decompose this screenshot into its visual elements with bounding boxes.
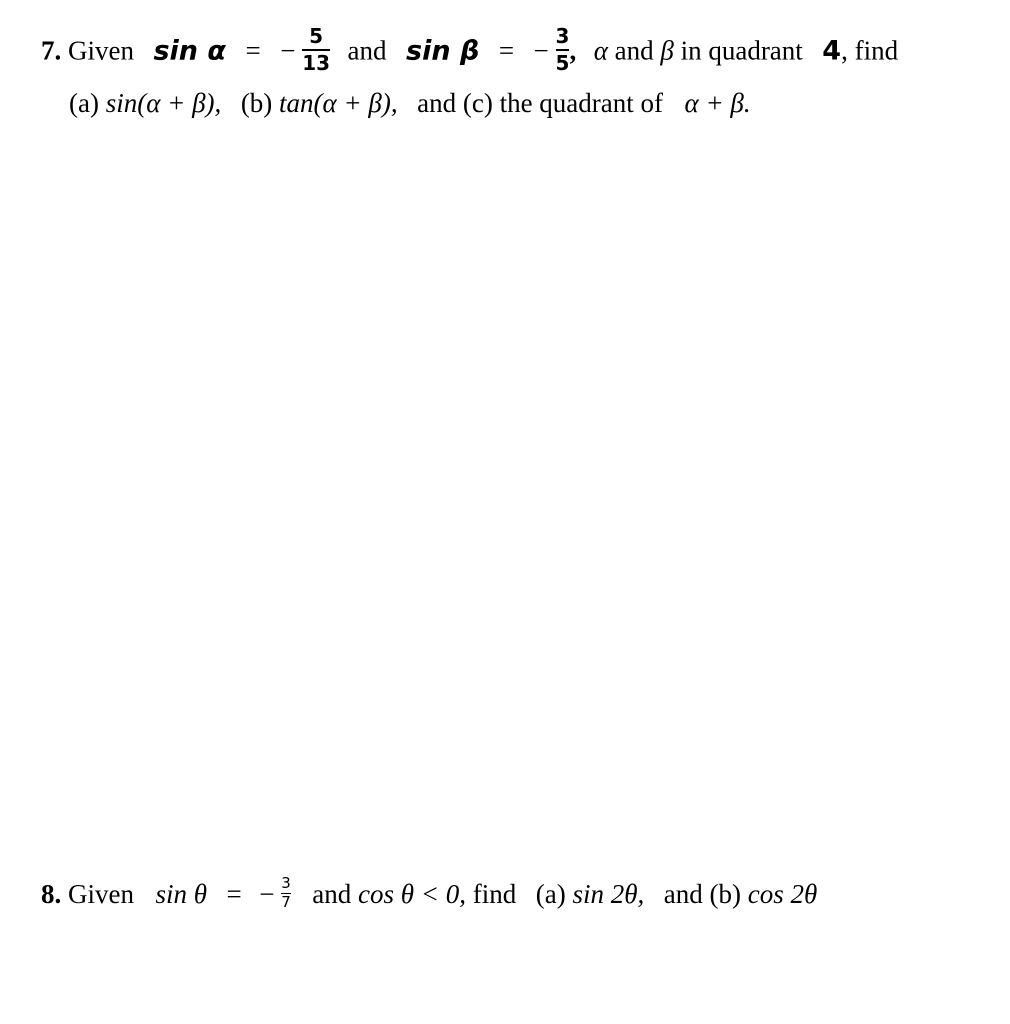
problem-7-line-1	[41, 24, 899, 77]
alpha-fraction	[302, 26, 330, 73]
problem-8-given: Given	[68, 879, 134, 910]
and-text: and	[312, 879, 352, 910]
and-text: and	[347, 35, 387, 66]
sin-alpha-label: sin α	[153, 35, 226, 67]
beta-numerator: 3	[555, 24, 570, 48]
find-text: , find	[841, 35, 899, 66]
part-c-expression: α + β.	[684, 88, 751, 118]
alpha-symbol: α	[593, 35, 608, 66]
in-quadrant-text: in quadrant	[680, 35, 803, 66]
problem-8	[41, 866, 981, 926]
part-b-expression: tan(α + β),	[279, 88, 398, 118]
quadrant-number: 4	[822, 35, 842, 67]
minus-sign: −	[280, 35, 296, 66]
theta-numerator: 3	[281, 874, 291, 892]
comma: ,	[569, 35, 577, 66]
sin-beta-label: sin β	[406, 35, 480, 67]
theta-fraction	[281, 876, 291, 910]
beta-denominator: 5	[555, 51, 570, 75]
minus-sign: −	[533, 35, 549, 66]
part-a-expression: sin(α + β),	[105, 88, 222, 118]
equals-sign: =	[498, 35, 515, 66]
beta-fraction	[556, 26, 570, 73]
alpha-denominator: 13	[302, 51, 331, 75]
minus-sign: −	[259, 879, 275, 910]
part-a-label: (a)	[535, 879, 566, 910]
part-b-label: (b)	[240, 88, 273, 118]
part-b-label: and (b)	[663, 879, 741, 910]
problem-8-number: 8.	[41, 879, 62, 910]
find-text: find	[472, 879, 517, 910]
alpha-numerator: 5	[309, 24, 324, 48]
part-a-expression: sin 2θ,	[572, 879, 645, 910]
part-a-label: (a)	[69, 88, 99, 118]
and-text: and	[614, 35, 654, 66]
part-b-expression: cos 2θ	[747, 879, 818, 910]
problem-7-line-2	[69, 90, 751, 117]
theta-denominator: 7	[281, 893, 291, 911]
problem-8-line-1	[41, 874, 818, 914]
equals-sign: =	[226, 879, 242, 910]
problem-7-given: Given	[68, 35, 134, 66]
problem-7-number: 7.	[41, 35, 62, 66]
part-c-text: and (c) the quadrant of	[417, 88, 664, 118]
cos-condition: cos θ < 0,	[358, 879, 466, 910]
beta-symbol: β	[660, 35, 674, 66]
equals-sign: =	[245, 35, 261, 66]
problem-7	[41, 14, 1001, 124]
sin-theta-label: sin θ	[155, 879, 208, 910]
